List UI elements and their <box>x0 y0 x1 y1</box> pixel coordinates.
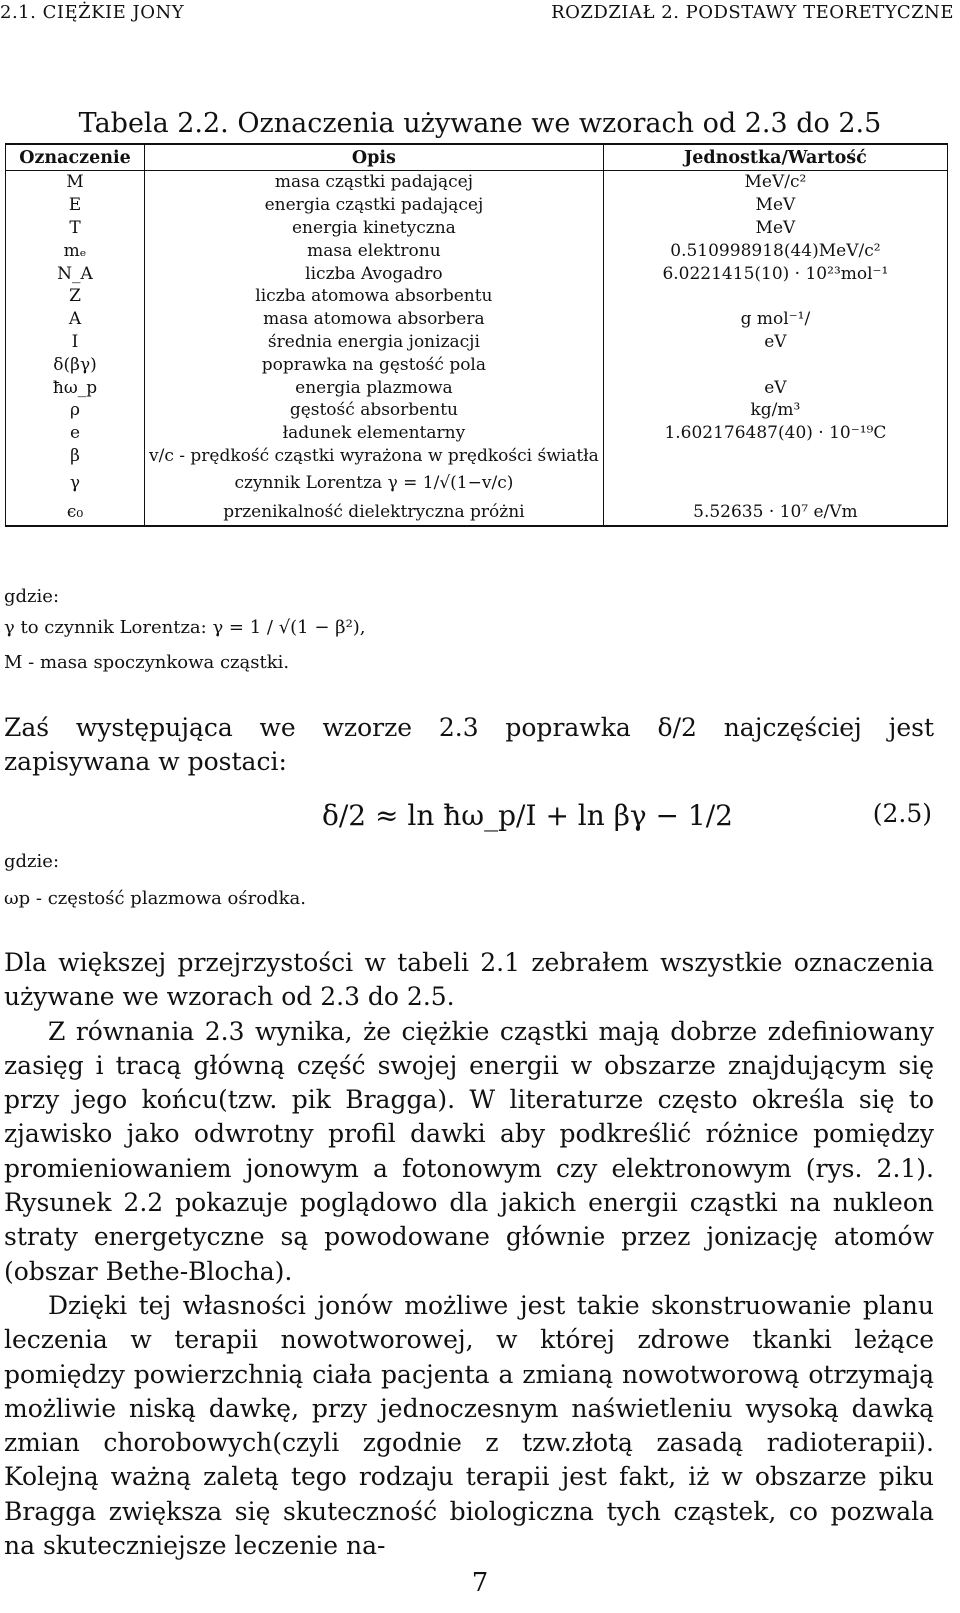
cell-symbol: γ <box>6 467 145 498</box>
running-head-section: 2.1. CIĘŻKIE JONY <box>0 2 185 23</box>
note-where-label: gdzie: <box>4 586 60 607</box>
table-row <box>6 285 948 308</box>
running-head <box>0 2 960 24</box>
note-rest-mass: M - masa spoczynkowa cząstki. <box>4 652 290 673</box>
cell-value: eV <box>603 331 947 354</box>
cell-description: poprawka na gęstość pola <box>145 353 604 376</box>
header-symbol: Oznaczenie <box>6 144 145 171</box>
table-row <box>6 467 948 498</box>
main-paragraphs <box>4 946 934 1563</box>
symbols-table <box>5 143 948 527</box>
cell-value: 0.510998918(44)MeV/c² <box>603 239 947 262</box>
cell-value: 1.602176487(40) · 10⁻¹⁹C <box>603 422 947 445</box>
note-where-label-2: gdzie: <box>4 851 60 872</box>
cell-value: MeV/c² <box>603 171 947 194</box>
equation-2-5 <box>322 772 942 852</box>
cell-symbol: I <box>6 331 145 354</box>
cell-symbol: ϵ₀ <box>6 498 145 526</box>
table-header-row <box>6 144 948 171</box>
note-plasma-frequency: ωp - częstość plazmowa ośrodka. <box>4 888 306 909</box>
paragraph-text: Dla większej przejrzystości w tabeli 2.1 zebrałem wszystkie oznaczenia używane we wzorach od 2.3 do 2.5. <box>4 948 934 1012</box>
paragraph-correction <box>4 711 934 780</box>
cell-symbol: β <box>6 445 145 468</box>
cell-value <box>603 353 947 376</box>
note-lorentz: γ to czynnik Lorentza: γ = 1 / √(1 − β²), <box>4 617 366 638</box>
cell-description: masa elektronu <box>145 239 604 262</box>
cell-description: czynnik Lorentza γ = 1/√(1−v/c) <box>145 467 604 498</box>
cell-symbol: mₑ <box>6 239 145 262</box>
cell-symbol: δ(βγ) <box>6 353 145 376</box>
cell-value: 6.0221415(10) · 10²³mol⁻¹ <box>603 262 947 285</box>
cell-symbol: e <box>6 422 145 445</box>
header-description: Opis <box>145 144 604 171</box>
cell-value <box>603 285 947 308</box>
table-row <box>6 331 948 354</box>
equation-body: δ/2 ≈ ln ħω_p/I + ln βγ − 1/2 <box>322 799 733 832</box>
table-row <box>6 262 948 285</box>
cell-description: masa atomowa absorbera <box>145 308 604 331</box>
paragraph-text: Zaś występująca we wzorze 2.3 poprawka δ/2 najczęściej jest zapisywana w postaci: <box>4 713 934 777</box>
cell-description: v/c - prędkość cząstki wyrażona w prędkości światła <box>145 445 604 468</box>
table-row <box>6 217 948 240</box>
table-caption: Tabela 2.2. Oznaczenia używane we wzorach od 2.3 do 2.5 <box>78 108 882 139</box>
table-row <box>6 239 948 262</box>
cell-description: ładunek elementarny <box>145 422 604 445</box>
cell-description: średnia energia jonizacji <box>145 331 604 354</box>
cell-symbol: T <box>6 217 145 240</box>
cell-description: energia plazmowa <box>145 376 604 399</box>
running-head-chapter: ROZDZIAŁ 2. PODSTAWY TEORETYCZNE <box>551 2 954 23</box>
cell-value: g mol⁻¹/ <box>603 308 947 331</box>
page-number: 7 <box>471 1568 489 1598</box>
cell-value: 5.52635 · 10⁷ e/Vm <box>603 498 947 526</box>
cell-symbol: ħω_p <box>6 376 145 399</box>
cell-description: energia cząstki padającej <box>145 194 604 217</box>
paragraph-text: Z równania 2.3 wynika, że ciężkie cząstki mają dobrze zdefiniowany zasięg i tracą główną część swojej energii w obszarze znajdującym się przy jego końcu(tzw. pik Bragga). W literaturze często określa się to zjawisko jako odwrotny profil dawki aby podkreślić różnice pomiędzy promieniowaniem jonowym a fotonowym czy elektronowym (rys. 2.1). Rysunek 2.2 pokazuje poglądowo dla jakich energii cząstki na nukleon straty energetyczne są powodowane głównie przez jonizację atomów (obszar Bethe-Blocha). <box>4 1016 934 1286</box>
table-row <box>6 498 948 526</box>
cell-description: przenikalność dielektryczna próżni <box>145 498 604 526</box>
cell-value: eV <box>603 376 947 399</box>
cell-symbol: ρ <box>6 399 145 422</box>
table-row <box>6 353 948 376</box>
cell-description: liczba Avogadro <box>145 262 604 285</box>
cell-symbol: A <box>6 308 145 331</box>
cell-symbol: E <box>6 194 145 217</box>
paragraph-text: Dzięki tej własności jonów możliwe jest takie skonstruowanie planu leczenia w terapii nowotworowej, w której zdrowe tkanki leżące pomiędzy powierzchnią ciała pacjenta a zmianą nowotworową otrzymają możliwie niską dawkę, przy jednoczesnym naświetleniu wysoką dawką zmian chorobowych(czyli zgodnie z tzw.złotą zasadą radioterapii). Kolejną ważną zaletą tego rodzaju terapii jest fakt, iż w obszarze piku Bragga zwiększa się skuteczność biologiczna tych cząstek, co pozwala na skuteczniejsze leczenie na- <box>4 1290 934 1561</box>
table-row <box>6 194 948 217</box>
table-row <box>6 422 948 445</box>
cell-value: kg/m³ <box>603 399 947 422</box>
cell-value: MeV <box>603 194 947 217</box>
cell-value: MeV <box>603 217 947 240</box>
equation-number: (2.5) <box>872 799 932 828</box>
table-row <box>6 171 948 194</box>
cell-symbol: M <box>6 171 145 194</box>
table-row <box>6 445 948 468</box>
table-row <box>6 399 948 422</box>
cell-description: masa cząstki padającej <box>145 171 604 194</box>
cell-value <box>603 467 947 498</box>
cell-description: liczba atomowa absorbentu <box>145 285 604 308</box>
table-row <box>6 308 948 331</box>
cell-symbol: N_A <box>6 262 145 285</box>
cell-symbol: Z <box>6 285 145 308</box>
cell-value <box>603 445 947 468</box>
cell-description: energia kinetyczna <box>145 217 604 240</box>
cell-description: gęstość absorbentu <box>145 399 604 422</box>
header-value: Jednostka/Wartość <box>603 144 947 171</box>
table-row <box>6 376 948 399</box>
